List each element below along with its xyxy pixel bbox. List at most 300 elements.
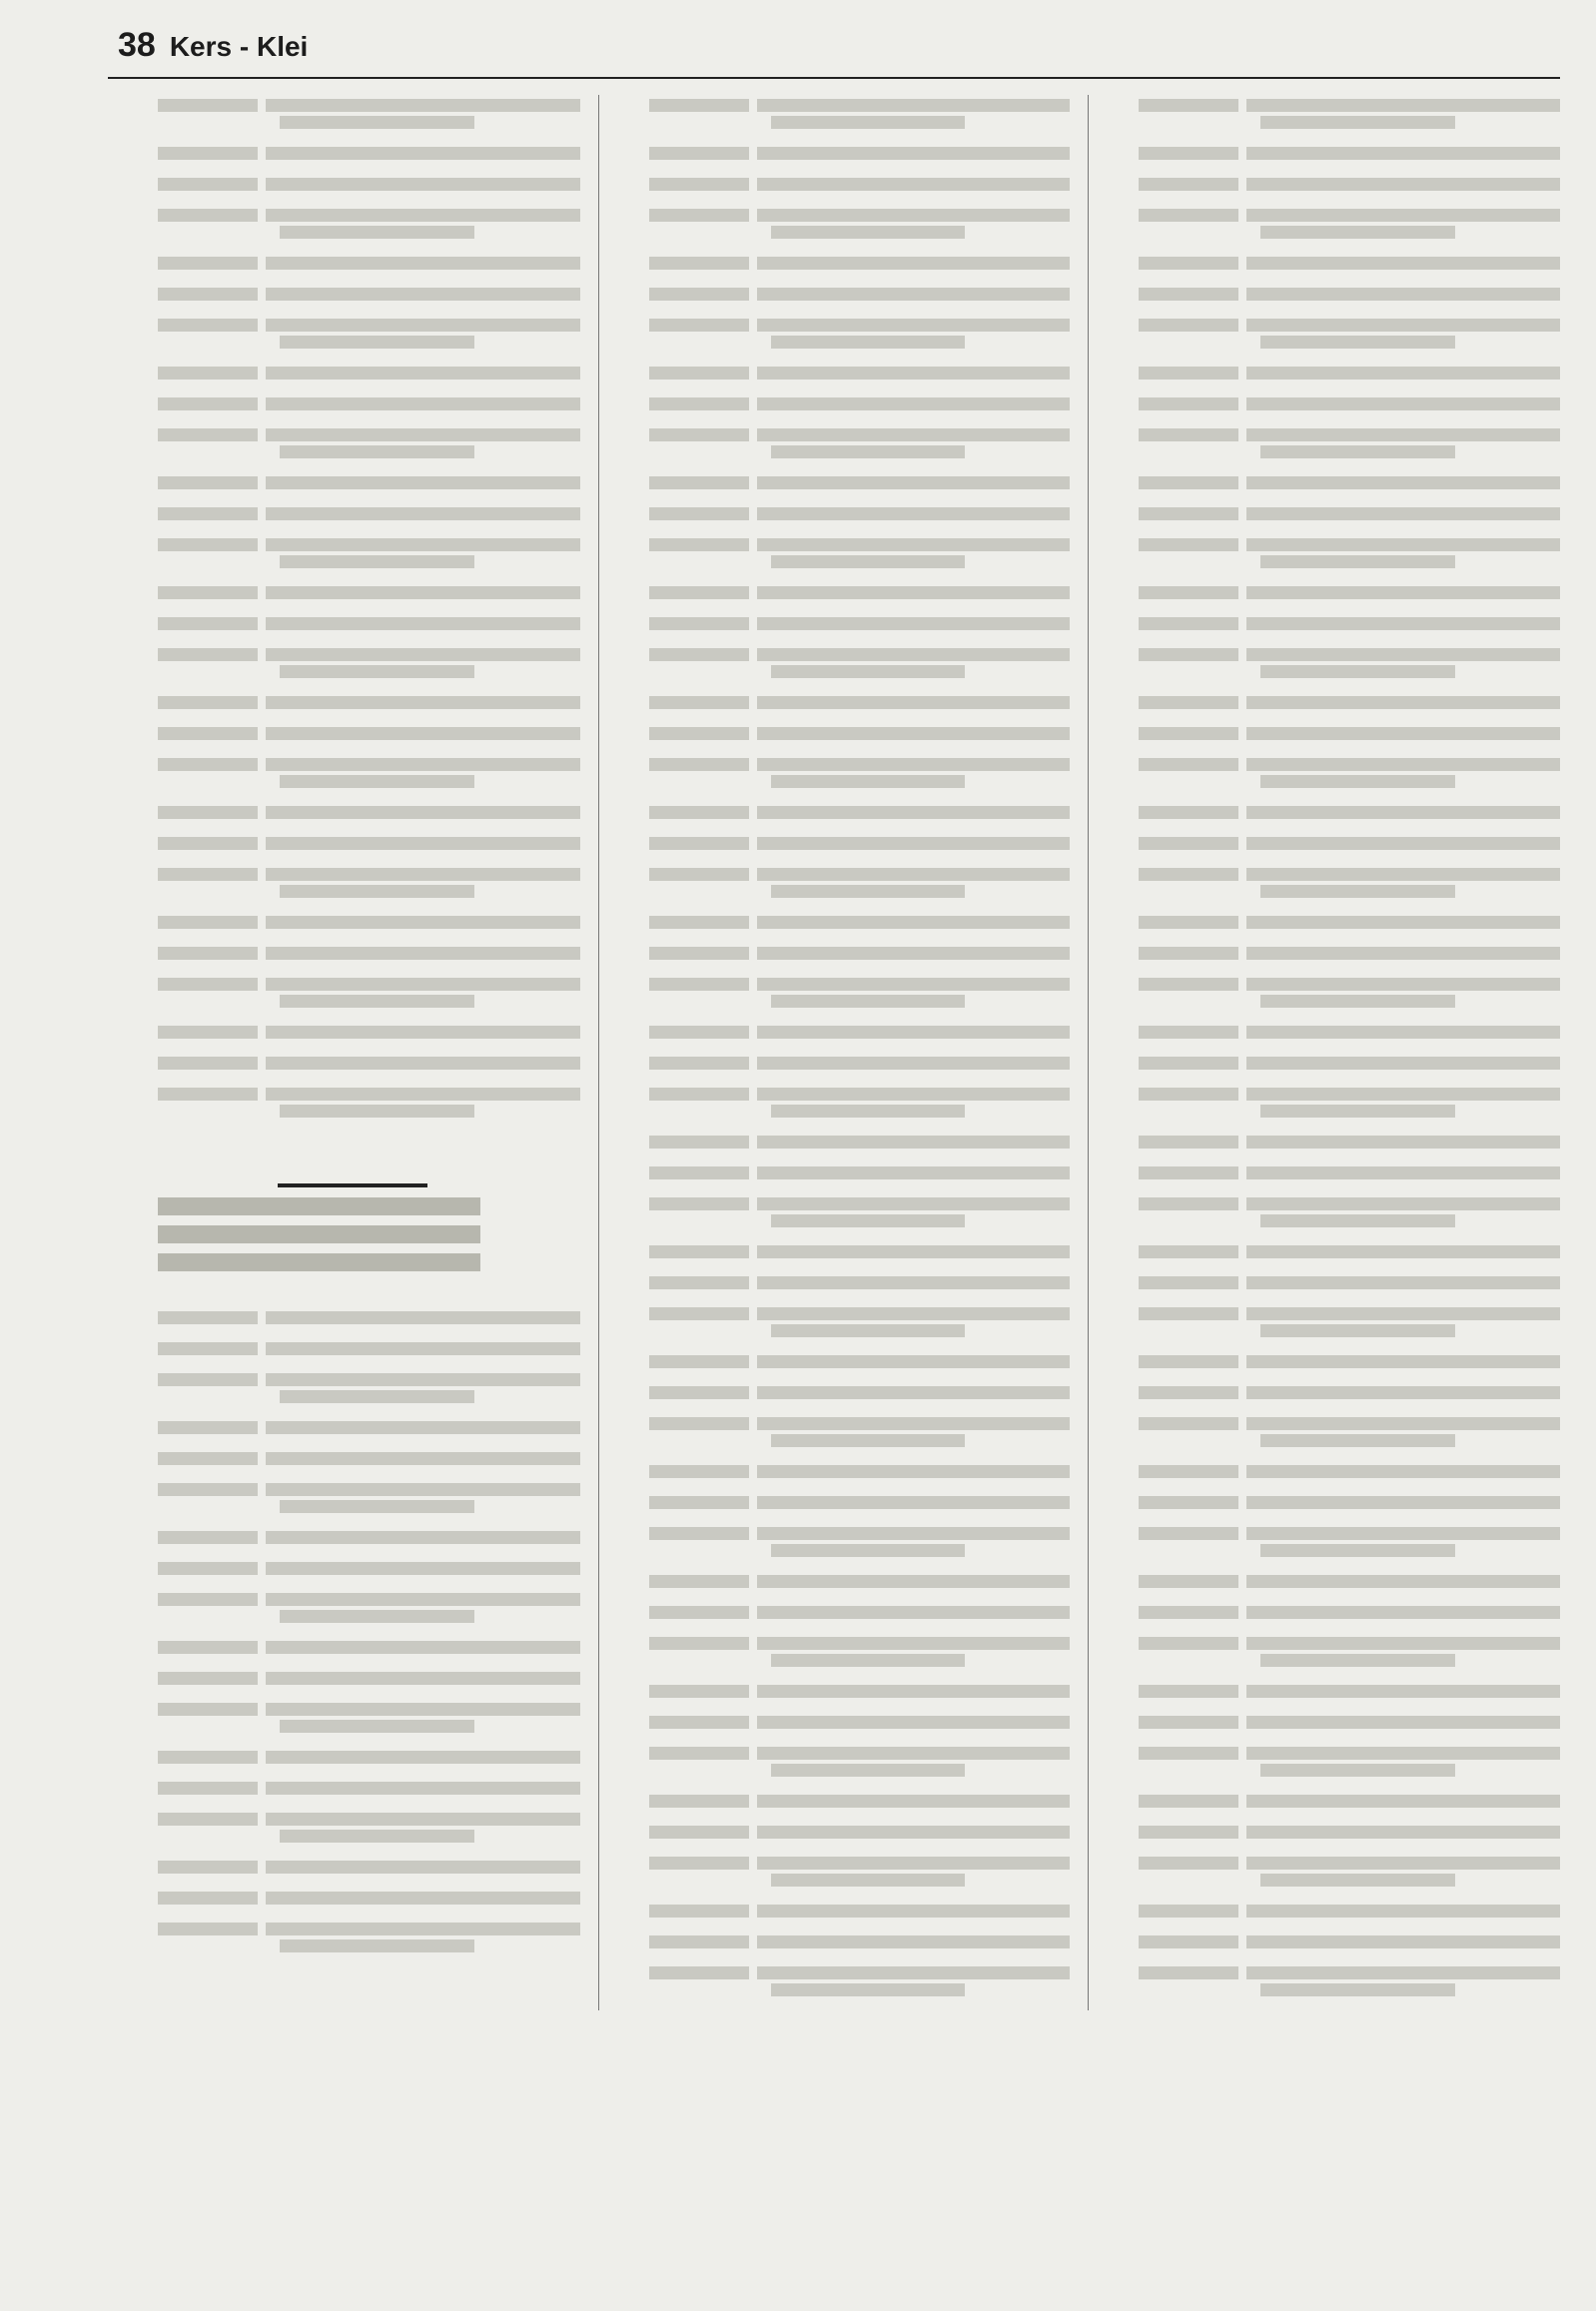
entry-text-placeholder — [266, 1022, 580, 1039]
listing-entry — [116, 1479, 580, 1513]
phone-number-placeholder — [1139, 1602, 1238, 1619]
entry-address-placeholder — [280, 1830, 474, 1843]
entry-address-placeholder — [771, 885, 965, 898]
phone-number-placeholder — [158, 802, 258, 819]
listing-entry — [116, 644, 580, 678]
entry-text-placeholder — [266, 613, 580, 630]
district-marker — [116, 912, 150, 929]
district-marker — [116, 315, 150, 349]
entry-text-placeholder — [1246, 1303, 1560, 1337]
listing-entry — [116, 424, 580, 458]
phone-number-placeholder — [1139, 253, 1238, 270]
entry-text-placeholder — [266, 315, 580, 349]
district-marker — [607, 1382, 641, 1399]
phone-number-placeholder — [158, 393, 258, 410]
phone-number-placeholder — [158, 1668, 258, 1685]
district-marker — [1097, 1351, 1131, 1368]
entry-text-placeholder — [757, 253, 1071, 270]
listing-entry — [607, 582, 1071, 599]
district-marker — [1097, 1791, 1131, 1808]
phone-number-placeholder — [1139, 315, 1238, 349]
district-marker — [607, 1901, 641, 1918]
listing-entry — [607, 534, 1071, 568]
listing-entry — [607, 943, 1071, 960]
listing-entry — [116, 1888, 580, 1905]
listing-column — [1088, 95, 1560, 2010]
district-marker — [1097, 723, 1131, 740]
listing-entry — [607, 1822, 1071, 1839]
entry-address-placeholder — [771, 1214, 965, 1227]
listing-entry — [116, 1857, 580, 1874]
phone-number-placeholder — [649, 1523, 749, 1557]
listing-entry — [607, 1053, 1071, 1070]
entry-text-placeholder — [1246, 1351, 1560, 1368]
district-marker — [116, 1919, 150, 1952]
listing-entry — [607, 472, 1071, 489]
district-marker — [607, 754, 641, 788]
entry-address-placeholder — [771, 1874, 965, 1887]
phone-number-placeholder — [1139, 1461, 1238, 1478]
district-marker — [607, 1351, 641, 1368]
phone-number-placeholder — [158, 534, 258, 568]
district-marker — [607, 692, 641, 709]
district-marker — [1097, 1681, 1131, 1698]
entry-text-placeholder — [1246, 943, 1560, 960]
district-marker — [116, 1747, 150, 1764]
listing-entry — [1097, 95, 1560, 129]
listing-entry — [1097, 1901, 1560, 1918]
entry-address-placeholder — [1260, 1544, 1454, 1557]
entry-text-placeholder — [757, 503, 1071, 520]
entry-text-placeholder — [1246, 1492, 1560, 1509]
entry-text-placeholder — [1246, 315, 1560, 349]
entry-text-placeholder — [1246, 253, 1560, 270]
phone-number-placeholder — [1139, 1931, 1238, 1948]
district-marker — [1097, 1492, 1131, 1509]
phone-number-placeholder — [1139, 1022, 1238, 1039]
district-marker — [1097, 1931, 1131, 1948]
listing-entry — [1097, 1132, 1560, 1149]
entry-text-placeholder — [1246, 1931, 1560, 1948]
entry-text-placeholder — [266, 1084, 580, 1118]
phone-number-placeholder — [158, 1338, 258, 1355]
entry-text-placeholder — [757, 1492, 1071, 1509]
listing-entry — [607, 1382, 1071, 1399]
listing-entry — [1097, 1743, 1560, 1777]
phone-number-placeholder — [158, 315, 258, 349]
phone-number-placeholder — [158, 644, 258, 678]
entry-address-placeholder — [280, 445, 474, 458]
listing-entry — [116, 692, 580, 709]
district-marker — [116, 503, 150, 520]
entry-text-placeholder — [757, 1382, 1071, 1399]
district-marker — [607, 1962, 641, 1996]
entry-text-placeholder — [757, 1633, 1071, 1667]
entry-text-placeholder — [1246, 1241, 1560, 1258]
listing-entry — [116, 315, 580, 349]
entry-text-placeholder — [757, 534, 1071, 568]
listing-entry — [116, 393, 580, 410]
entry-text-placeholder — [1246, 1633, 1560, 1667]
phone-number-placeholder — [649, 1241, 749, 1258]
listing-entry — [1097, 1931, 1560, 1948]
entry-text-placeholder — [757, 1822, 1071, 1839]
entry-text-placeholder — [757, 1743, 1071, 1777]
phone-number-placeholder — [649, 1461, 749, 1478]
entry-address-placeholder — [771, 995, 965, 1008]
listing-entry — [607, 833, 1071, 850]
phone-number-placeholder — [158, 253, 258, 270]
district-marker — [1097, 1962, 1131, 1996]
entry-text-placeholder — [1246, 1053, 1560, 1070]
entry-text-placeholder — [266, 393, 580, 410]
phone-number-placeholder — [1139, 1162, 1238, 1179]
entry-text-placeholder — [1246, 754, 1560, 788]
district-marker — [116, 692, 150, 709]
phone-number-placeholder — [1139, 582, 1238, 599]
entry-text-placeholder — [1246, 1523, 1560, 1557]
entry-address-placeholder — [280, 1610, 474, 1623]
listing-entry — [607, 912, 1071, 929]
district-marker — [1097, 1523, 1131, 1557]
phone-number-placeholder — [1139, 1712, 1238, 1729]
district-marker — [116, 1448, 150, 1465]
listing-entry — [607, 1523, 1071, 1557]
ad-line — [158, 1225, 480, 1243]
district-marker — [1097, 582, 1131, 599]
phone-number-placeholder — [649, 1743, 749, 1777]
entry-text-placeholder — [757, 943, 1071, 960]
entry-address-placeholder — [280, 116, 474, 129]
entry-text-placeholder — [266, 644, 580, 678]
phone-number-placeholder — [1139, 1901, 1238, 1918]
phone-number-placeholder — [1139, 1633, 1238, 1667]
entry-text-placeholder — [266, 1809, 580, 1843]
phone-number-placeholder — [158, 692, 258, 709]
phone-number-placeholder — [1139, 363, 1238, 380]
listing-entry — [1097, 1413, 1560, 1447]
listing-entry — [607, 1132, 1071, 1149]
district-marker — [116, 143, 150, 160]
district-marker — [607, 1162, 641, 1179]
district-marker — [607, 833, 641, 850]
entry-text-placeholder — [266, 143, 580, 160]
entry-text-placeholder — [1246, 95, 1560, 129]
phone-number-placeholder — [158, 864, 258, 898]
listing-entry — [607, 95, 1071, 129]
listing-entry — [1097, 974, 1560, 1008]
phone-number-placeholder — [1139, 1743, 1238, 1777]
entry-text-placeholder — [266, 1558, 580, 1575]
listing-entry — [116, 1668, 580, 1685]
district-marker — [116, 1053, 150, 1070]
listing-entry — [1097, 1791, 1560, 1808]
listing-entry — [607, 1633, 1071, 1667]
district-marker — [116, 534, 150, 568]
district-marker — [607, 1822, 641, 1839]
listing-entry — [1097, 1461, 1560, 1478]
district-marker — [116, 472, 150, 489]
listing-entry — [607, 1193, 1071, 1227]
listing-entry — [1097, 363, 1560, 380]
phone-number-placeholder — [158, 1307, 258, 1324]
listing-entry — [1097, 1084, 1560, 1118]
district-marker — [1097, 1461, 1131, 1478]
entry-text-placeholder — [1246, 534, 1560, 568]
district-marker — [1097, 143, 1131, 160]
listing-entry — [1097, 174, 1560, 191]
entry-address-placeholder — [771, 1544, 965, 1557]
phone-number-placeholder — [649, 534, 749, 568]
listing-entry — [116, 1637, 580, 1654]
listing-entry — [1097, 253, 1560, 270]
phone-number-placeholder — [649, 723, 749, 740]
listing-entry — [1097, 1303, 1560, 1337]
listing-entry — [607, 1303, 1071, 1337]
phone-number-placeholder — [158, 1888, 258, 1905]
phone-number-placeholder — [1139, 943, 1238, 960]
ad-logo — [278, 1144, 427, 1187]
phone-number-placeholder — [649, 363, 749, 380]
entry-address-placeholder — [771, 775, 965, 788]
entry-text-placeholder — [1246, 1743, 1560, 1777]
phone-number-placeholder — [158, 943, 258, 960]
listing-entry — [607, 1351, 1071, 1368]
listing-entry — [607, 205, 1071, 239]
listing-entry — [607, 1901, 1071, 1918]
entry-address-placeholder — [1260, 1105, 1454, 1118]
entry-text-placeholder — [266, 1053, 580, 1070]
entry-text-placeholder — [266, 802, 580, 819]
district-marker — [607, 363, 641, 380]
phone-number-placeholder — [158, 1699, 258, 1733]
entry-text-placeholder — [757, 613, 1071, 630]
entry-text-placeholder — [757, 1712, 1071, 1729]
entry-text-placeholder — [757, 833, 1071, 850]
entry-text-placeholder — [266, 1747, 580, 1764]
phone-number-placeholder — [158, 143, 258, 160]
district-marker — [607, 503, 641, 520]
entry-text-placeholder — [266, 864, 580, 898]
phone-number-placeholder — [649, 1681, 749, 1698]
entry-text-placeholder — [1246, 1791, 1560, 1808]
entry-address-placeholder — [280, 1105, 474, 1118]
district-marker — [607, 1193, 641, 1227]
entry-text-placeholder — [757, 912, 1071, 929]
phone-number-placeholder — [649, 284, 749, 301]
listing-entry — [607, 754, 1071, 788]
phone-number-placeholder — [649, 1193, 749, 1227]
phone-number-placeholder — [649, 1602, 749, 1619]
district-marker — [607, 1272, 641, 1289]
entry-text-placeholder — [1246, 284, 1560, 301]
district-marker — [116, 613, 150, 630]
district-marker — [1097, 174, 1131, 191]
listing-entry — [1097, 393, 1560, 410]
entry-text-placeholder — [757, 1413, 1071, 1447]
phone-number-placeholder — [649, 644, 749, 678]
phone-number-placeholder — [1139, 1241, 1238, 1258]
entry-text-placeholder — [266, 943, 580, 960]
phone-number-placeholder — [1139, 1303, 1238, 1337]
phone-number-placeholder — [649, 1053, 749, 1070]
entry-address-placeholder — [771, 1434, 965, 1447]
listing-entry — [1097, 1523, 1560, 1557]
district-marker — [116, 864, 150, 898]
phone-number-placeholder — [649, 1901, 749, 1918]
district-marker — [1097, 363, 1131, 380]
listing-entry — [116, 143, 580, 160]
listing-entry — [1097, 692, 1560, 709]
listing-entry — [607, 315, 1071, 349]
district-marker — [116, 1479, 150, 1513]
listing-entry — [116, 1527, 580, 1544]
phone-number-placeholder — [1139, 723, 1238, 740]
district-marker — [607, 723, 641, 740]
entry-text-placeholder — [1246, 1084, 1560, 1118]
listing-entry — [607, 864, 1071, 898]
phone-number-placeholder — [158, 1589, 258, 1623]
district-marker — [1097, 912, 1131, 929]
entry-text-placeholder — [757, 974, 1071, 1008]
entry-text-placeholder — [1246, 723, 1560, 740]
phone-number-placeholder — [649, 174, 749, 191]
district-marker — [1097, 1602, 1131, 1619]
phone-number-placeholder — [1139, 1413, 1238, 1447]
district-marker — [607, 534, 641, 568]
entry-text-placeholder — [1246, 1272, 1560, 1289]
listing-entry — [607, 424, 1071, 458]
phone-number-placeholder — [1139, 284, 1238, 301]
listing-entry — [1097, 1022, 1560, 1039]
listing-entry — [1097, 582, 1560, 599]
phone-number-placeholder — [158, 1053, 258, 1070]
entry-text-placeholder — [266, 723, 580, 740]
phone-number-placeholder — [649, 1712, 749, 1729]
district-marker — [607, 205, 641, 239]
entry-text-placeholder — [266, 1338, 580, 1355]
district-marker — [1097, 1712, 1131, 1729]
entry-text-placeholder — [757, 1571, 1071, 1588]
listing-entry — [607, 613, 1071, 630]
district-marker — [1097, 1901, 1131, 1918]
entry-address-placeholder — [280, 555, 474, 568]
entry-text-placeholder — [266, 1589, 580, 1623]
listing-entry — [1097, 315, 1560, 349]
entry-text-placeholder — [757, 582, 1071, 599]
phone-number-placeholder — [649, 1272, 749, 1289]
entry-text-placeholder — [757, 174, 1071, 191]
district-marker — [1097, 205, 1131, 239]
listing-entry — [607, 284, 1071, 301]
entry-text-placeholder — [266, 95, 580, 129]
phone-number-placeholder — [1139, 424, 1238, 458]
district-marker — [116, 1857, 150, 1874]
entry-text-placeholder — [266, 1919, 580, 1952]
district-marker — [607, 802, 641, 819]
entry-text-placeholder — [757, 472, 1071, 489]
phone-number-placeholder — [1139, 1132, 1238, 1149]
listing-entry — [1097, 644, 1560, 678]
listing-entry — [116, 1448, 580, 1465]
entry-text-placeholder — [266, 1417, 580, 1434]
entry-text-placeholder — [757, 1193, 1071, 1227]
phone-number-placeholder — [649, 1822, 749, 1839]
listing-entry — [116, 534, 580, 568]
entry-address-placeholder — [1260, 1764, 1454, 1777]
entry-text-placeholder — [1246, 1132, 1560, 1149]
entry-address-placeholder — [280, 885, 474, 898]
phone-number-placeholder — [1139, 864, 1238, 898]
listing-entry — [116, 1699, 580, 1733]
phone-number-placeholder — [649, 613, 749, 630]
district-marker — [1097, 833, 1131, 850]
listing-entry — [607, 503, 1071, 520]
listing-entry — [607, 174, 1071, 191]
phone-number-placeholder — [1139, 1053, 1238, 1070]
entry-text-placeholder — [1246, 1461, 1560, 1478]
district-marker — [607, 1931, 641, 1948]
listing-entry — [1097, 943, 1560, 960]
phone-number-placeholder — [649, 1132, 749, 1149]
district-marker — [1097, 472, 1131, 489]
entry-text-placeholder — [1246, 1901, 1560, 1918]
listing-entry — [1097, 1492, 1560, 1509]
entry-address-placeholder — [280, 1390, 474, 1403]
listing-entry — [607, 1461, 1071, 1478]
district-marker — [116, 1809, 150, 1843]
entry-text-placeholder — [757, 424, 1071, 458]
listing-entry — [1097, 1822, 1560, 1839]
district-marker — [607, 864, 641, 898]
district-marker — [1097, 1193, 1131, 1227]
phone-number-placeholder — [1139, 534, 1238, 568]
district-marker — [1097, 613, 1131, 630]
entry-text-placeholder — [1246, 1022, 1560, 1039]
listing-column — [108, 95, 580, 2010]
listing-entry — [1097, 503, 1560, 520]
district-marker — [607, 1132, 641, 1149]
phone-number-placeholder — [1139, 1272, 1238, 1289]
entry-text-placeholder — [266, 284, 580, 301]
listing-entry — [1097, 1712, 1560, 1729]
district-marker — [607, 1523, 641, 1557]
entry-text-placeholder — [1246, 1602, 1560, 1619]
phone-number-placeholder — [649, 582, 749, 599]
listing-entry — [1097, 424, 1560, 458]
district-marker — [607, 472, 641, 489]
listing-entry — [116, 974, 580, 1008]
phone-number-placeholder — [649, 393, 749, 410]
entry-address-placeholder — [280, 995, 474, 1008]
district-marker — [1097, 1241, 1131, 1258]
district-marker — [607, 1743, 641, 1777]
entry-text-placeholder — [1246, 424, 1560, 458]
entry-text-placeholder — [757, 1791, 1071, 1808]
listing-entry — [116, 284, 580, 301]
phone-number-placeholder — [649, 802, 749, 819]
district-marker — [607, 143, 641, 160]
listing-entry — [607, 644, 1071, 678]
phone-number-placeholder — [1139, 393, 1238, 410]
listing-entry — [116, 1809, 580, 1843]
entry-text-placeholder — [266, 974, 580, 1008]
district-marker — [607, 644, 641, 678]
phone-number-placeholder — [1139, 1193, 1238, 1227]
district-marker — [607, 1022, 641, 1039]
listing-entry — [607, 393, 1071, 410]
phone-number-placeholder — [1139, 1681, 1238, 1698]
